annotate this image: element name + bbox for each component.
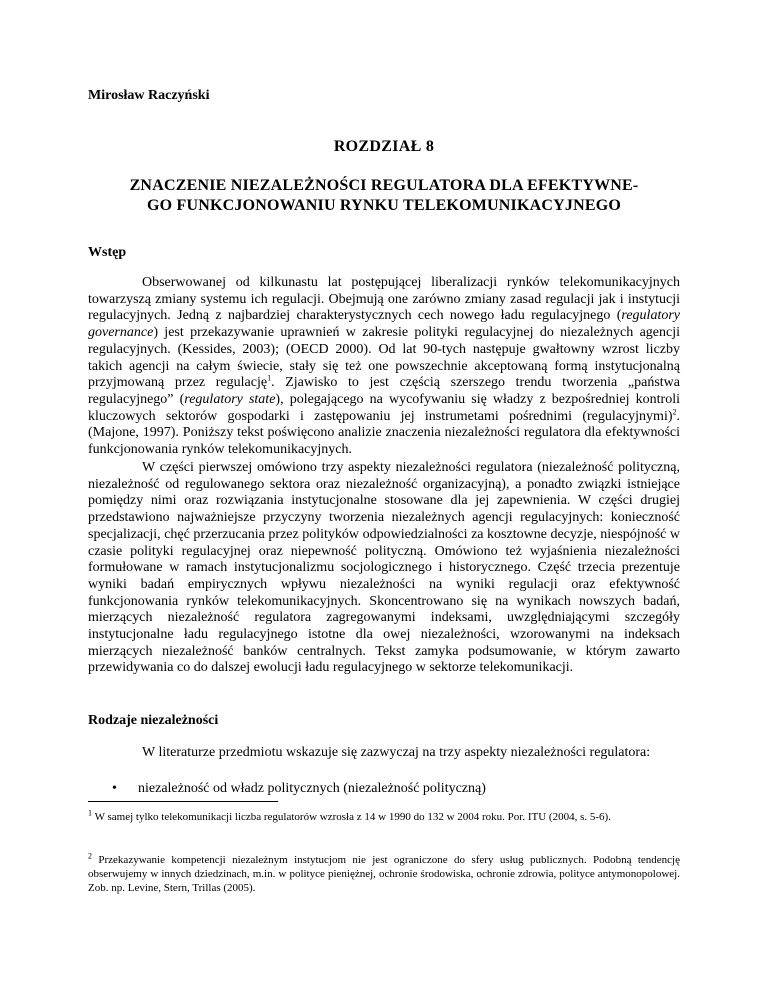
footnote-text: W samej tylko telekomunikacji liczba regulatorów wzrosła z 14 w 1990 do 132 w 2004 roku. Por. ITU (2004, s. 5-6). (94, 811, 611, 823)
chapter-title-line-1: ZNACZENIE NIEZALEŻNOŚCI REGULATORA DLA EFEKTYWNE- (129, 177, 639, 194)
intro-paragraph-2: W części pierwszej omówiono trzy aspekty niezależności regulatora (niezależność polityczną, niezależność od regulowanego sektora oraz niezależność organizacyjną), a ponadto związki istniejące pomiędzy nimi oraz rozwiązania instytucjonalne stosowane dla jej zapewnienia. W części drugiej przedstawiono najważniejsze przyczyny tworzenia niezależnych agencji regulacyjnych: konieczność specjalizacji, chęć przerzucania przez polityków odpowiedzialności za kosztowne decyzje, niespójność w czasie polityki regulacyjnej oraz niepewność polityczną. Omówiono też wyjaśnienia niezależności formułowane w ramach instytucjonalizmu socjologicznego i historycznego. Część trzecia prezentuje wyniki badań empirycznych wpływu niezależności na wyniki regulacji oraz efektywność funkcjonowania rynków telekomunikacyjnych. Skoncentrowano się na wynikach nowszych badań, mierzących niezależność regulatora zagregowanymi indeksami, uwzględniającymi szczegóły instytucjonalne ładu regulacyjnego istotne dla owej niezależności, wzorowanymi na indeksach mierzących niezależność banków centralnych. Tekst zamyka podsumowanie, w którym zawarto przewidywania co do dalszej ewolucji ładu regulacyjnego w sektorze telekomunikacji. (88, 460, 680, 676)
chapter-title (100, 176, 668, 216)
footnote-1 (88, 810, 680, 824)
footnote-number: 2 (88, 851, 92, 861)
bullet-item (112, 781, 486, 797)
intro-paragraph-1 (88, 275, 680, 459)
section-heading-intro: Wstęp (88, 245, 127, 260)
footnote-2 (88, 853, 680, 895)
footnote-number: 1 (88, 808, 92, 818)
italic-term: regulatory governance (88, 308, 680, 341)
section-heading-types: Rodzaje niezależności (88, 713, 219, 728)
chapter-title-line-2: GO FUNKCJONOWANIU RYNKU TELEKOMUNIKACYJNEGO (147, 197, 621, 214)
chapter-number: ROZDZIAŁ 8 (333, 138, 435, 155)
author-name: Mirosław Raczyński (88, 88, 210, 103)
bullet-icon: • (112, 781, 117, 796)
text-run: . (Majone, 1997). Poniższy tekst poświęcono analizie znaczenia niezależności regulatora dla efektywności funkcjonowania rynków telekomunikacyjnych. (88, 408, 680, 458)
text-run: Obserwowanej od kilkunastu lat postępującej liberalizacji rynków telekomunikacyjnych towarzyszą zmiany systemu ich regulacji. Obejmują one zarówno zmiany zasad regulacji jak i instytucji regulacyjnych. Jedną z najbardziej charakterystycznych cech nowego ładu regulacyjnego ( (88, 275, 680, 324)
text-run: ), polegającego na wycofywaniu się władzy z bezpośredniej kontroli kluczowych sektorów gospodarki i zastępowaniu jej instrumetami pośrednimi (regulacyjnymi) (88, 391, 680, 424)
text-run: . Zjawisko to jest częścią szerszego trendu tworzenia „państwa regulacyjnego” ( (88, 375, 680, 407)
text-run: ) jest przekazywanie uprawnień w zakresie polityki regulacyjnej do niezależnych agencji regulacyjnych. (Kessides, 2003); (OECD 2000). Od lat 90-tych następuje gwałtowny wzrost liczby takich agencji na całym świecie, stały się też one powszechnie akceptowaną formą instytucjonalną przyjmowaną przez regulację (88, 325, 680, 391)
footnote-ref-2: 2 (672, 406, 677, 416)
footnote-text: Przekazywanie kompetencji niezależnym instytucjom nie jest ograniczone do sfery usług publicznych. Podobną tendencję obserwujemy w innych dziedzinach, m.in. w polityce pieniężnej, ochronie środowiska, ochronie zdrowia, polityce antymonopolowej. Zob. np. Levine, Stern, Trillas (2005). (88, 854, 680, 894)
bullet-text: niezależność od władz politycznych (niezależność polityczną) (138, 781, 486, 796)
italic-term: regulatory state (184, 391, 276, 407)
footnote-ref-1: 1 (267, 373, 272, 383)
footnote-separator (88, 801, 278, 802)
types-paragraph: W literaturze przedmiotu wskazuje się zazwyczaj na trzy aspekty niezależności regulatora: (142, 745, 651, 760)
